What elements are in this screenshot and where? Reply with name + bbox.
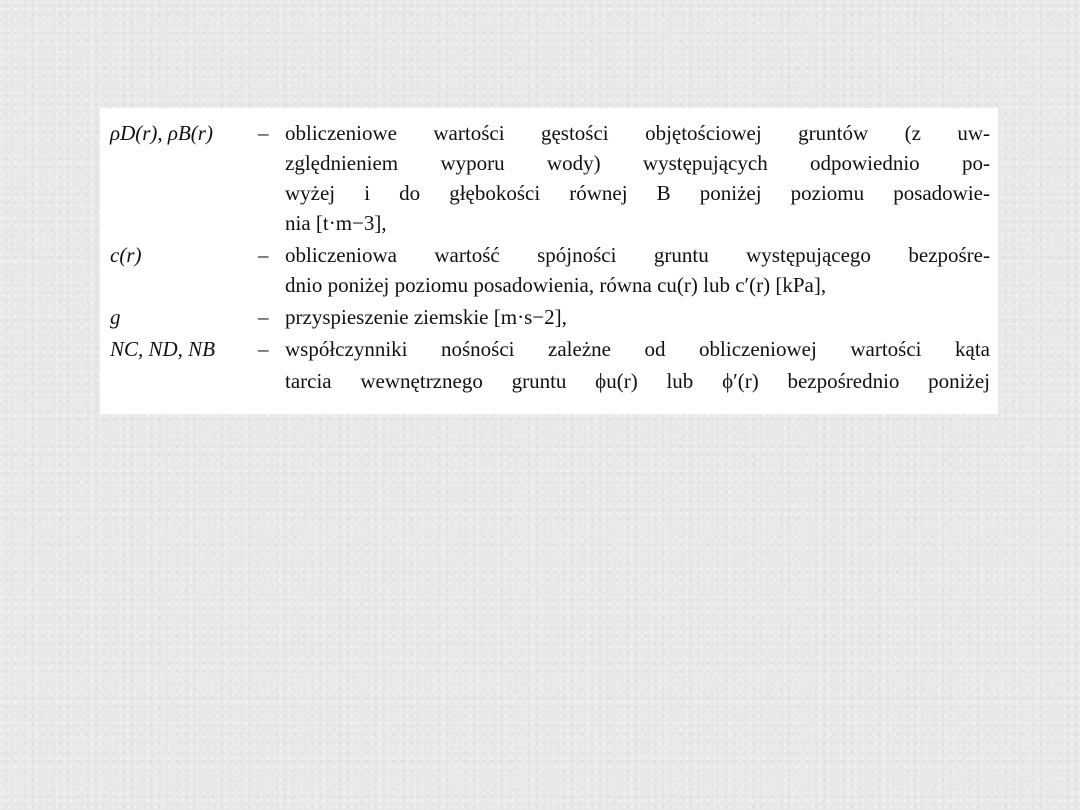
definition-text-line: przyspieszenie ziemskie [m·s−2], [285, 305, 567, 329]
definition-continuation [100, 208, 998, 238]
definition-symbol: ρD(r), ρB(r) [110, 121, 213, 145]
definition-row-density [100, 118, 998, 148]
definition-text-line: wyżej i do głębokości równej B poniżej poziomu posadowie- [285, 181, 990, 205]
definition-row-cohesion [100, 240, 998, 270]
definition-symbol: c(r) [110, 243, 142, 267]
definition-dash: – [258, 121, 269, 145]
definition-text-line: tarcia wewnętrznego gruntu ϕu(r) lub ϕ′(r) bezpośrednio poniżej [285, 369, 990, 393]
definition-dash: – [258, 337, 269, 361]
definition-dash: – [258, 305, 269, 329]
definition-text-line: współczynniki nośności zależne od obliczeniowej wartości kąta [285, 337, 990, 361]
definition-continuation [100, 270, 998, 300]
scanned-document-excerpt [100, 108, 998, 414]
definition-text-line: zględnieniem wyporu wody) występujących odpowiednio po- [285, 151, 990, 175]
definition-dash: – [258, 243, 269, 267]
definition-symbol: g [110, 305, 121, 329]
definition-continuation [100, 366, 998, 396]
definition-row-bearing-factors [100, 334, 998, 364]
definition-continuation [100, 148, 998, 178]
definition-symbol: NC, ND, NB [110, 337, 216, 361]
definition-text-line: obliczeniowe wartości gęstości objętościowej gruntów (z uw- [285, 121, 990, 145]
definition-row-gravity [100, 302, 998, 332]
definition-text-line: obliczeniowa wartość spójności gruntu występującego bezpośre- [285, 243, 990, 267]
definition-continuation [100, 178, 998, 208]
definition-text-line: nia [t·m−3], [285, 211, 387, 235]
definition-text-line: dnio poniżej poziomu posadowienia, równa cu(r) lub c′(r) [kPa], [285, 273, 827, 297]
